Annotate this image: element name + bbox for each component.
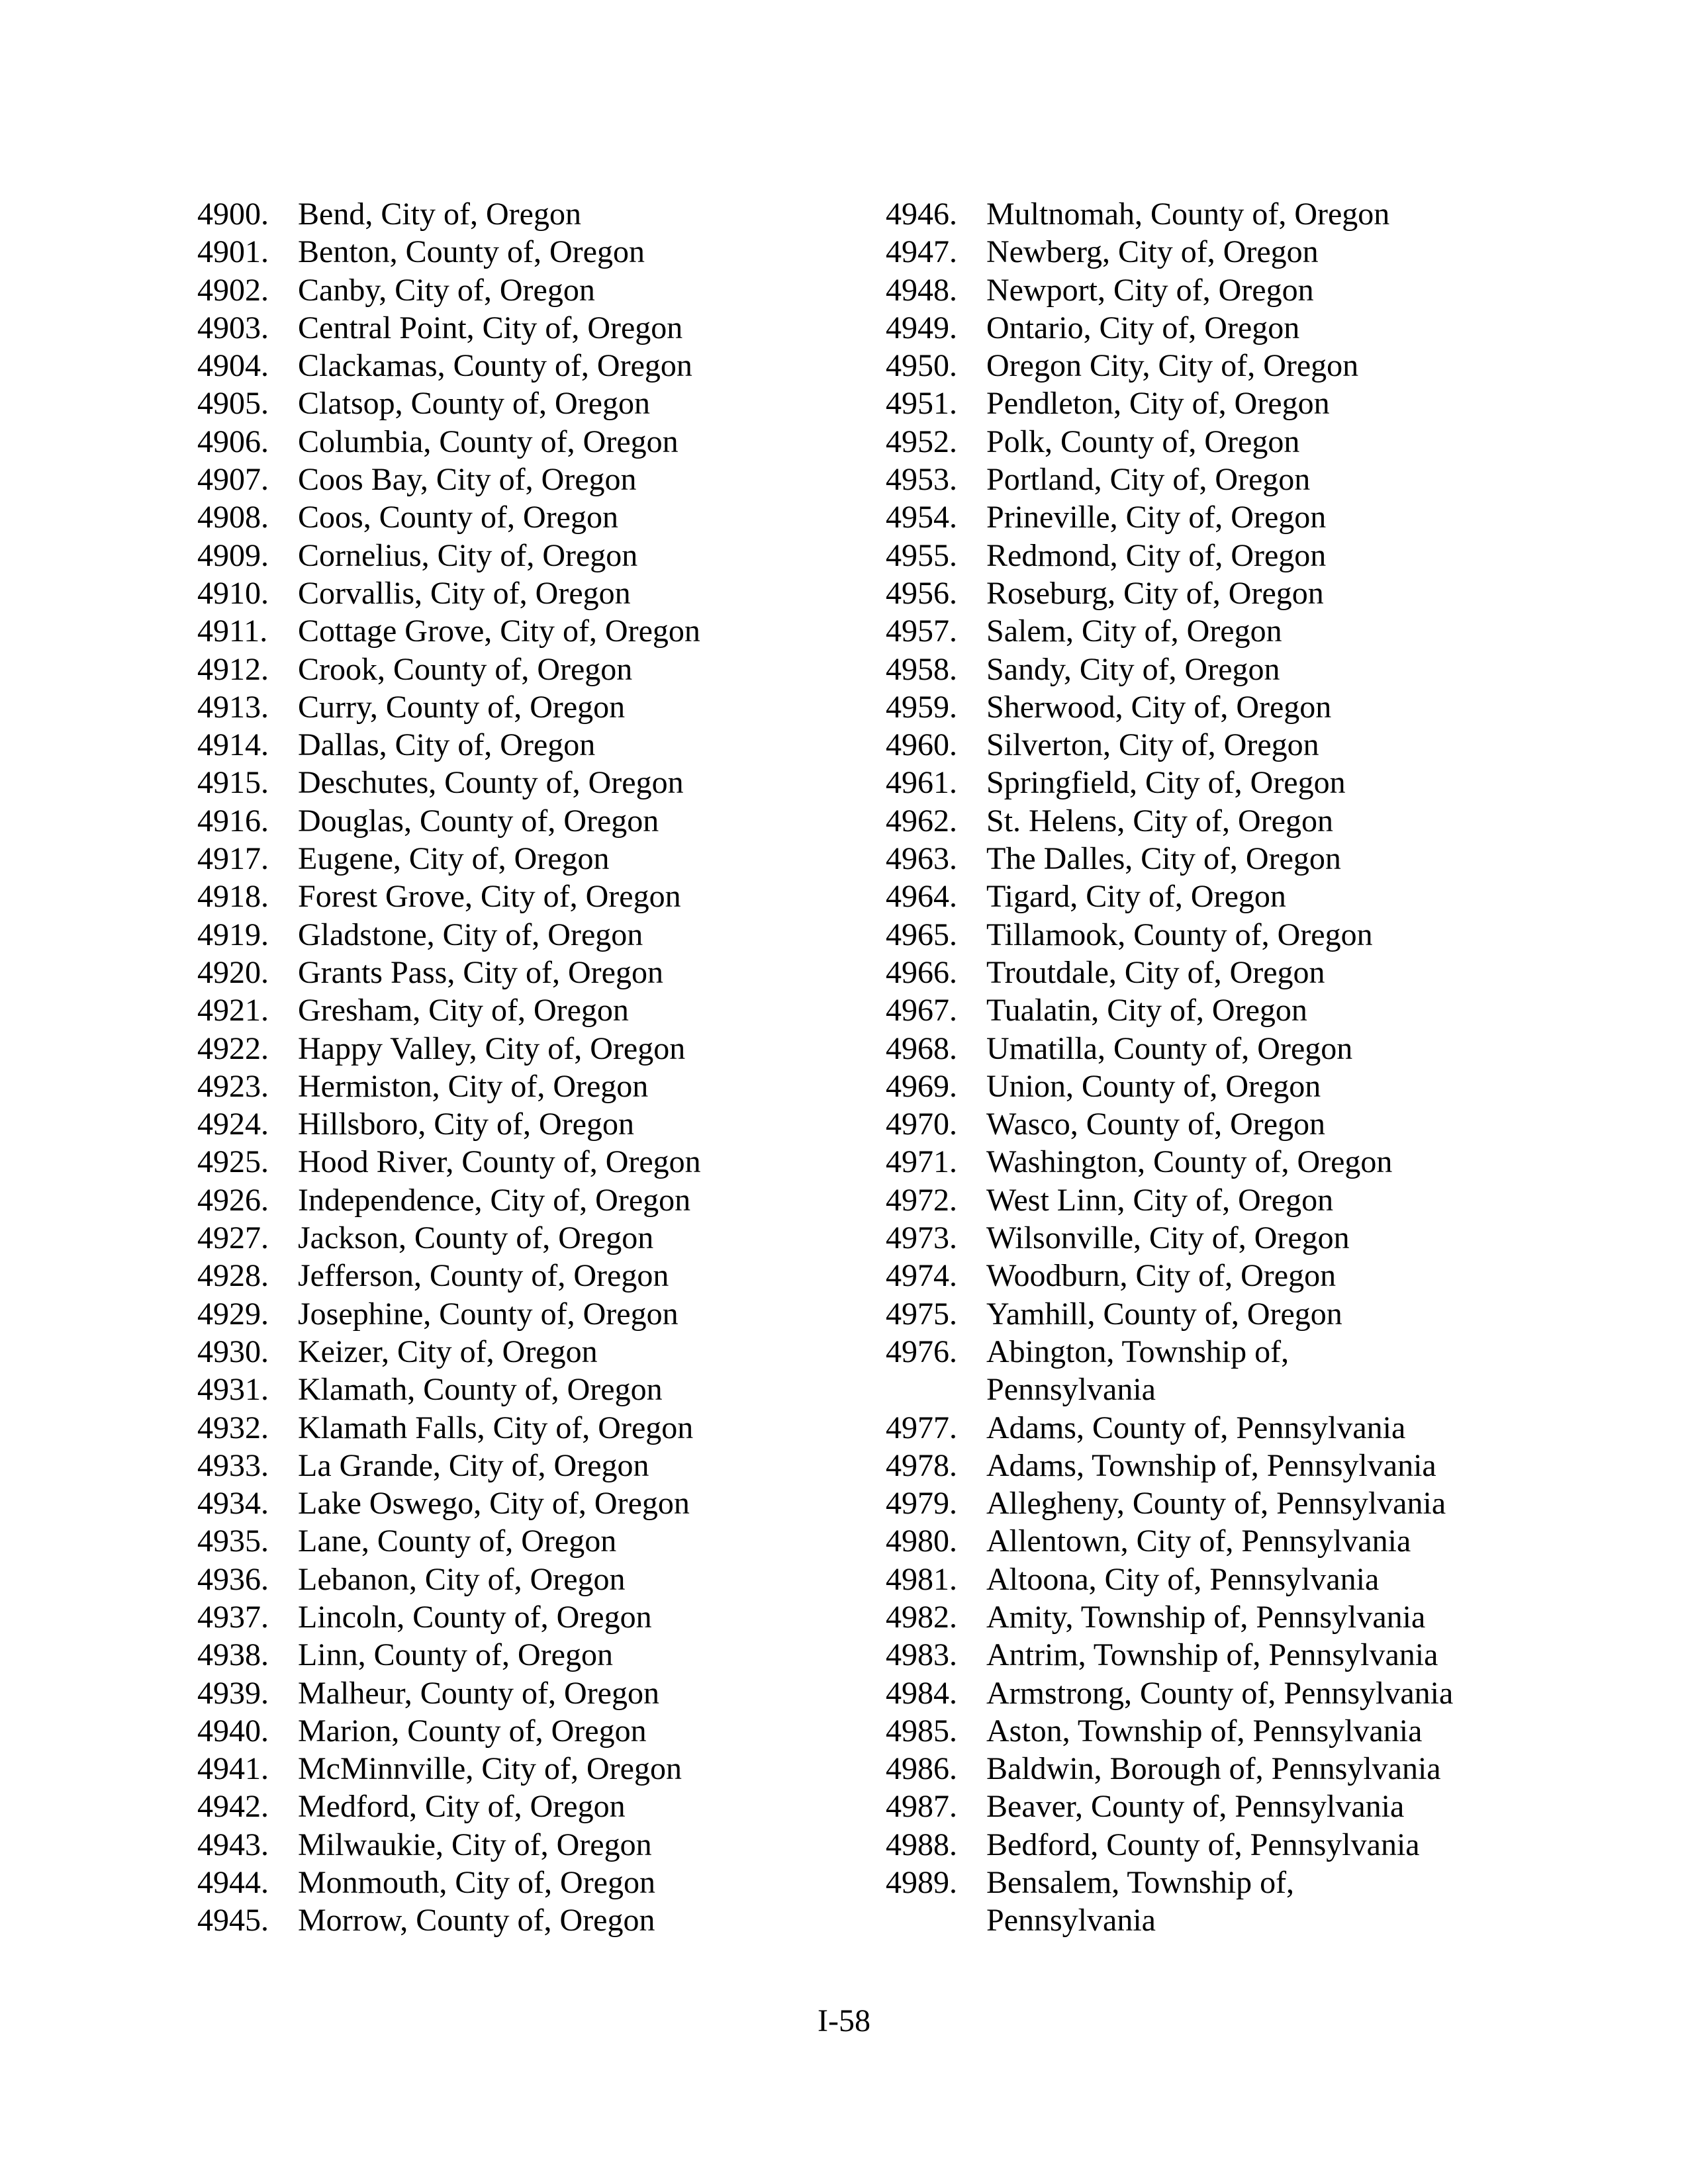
- list-item: [886, 1561, 1574, 1598]
- entry-number: 4901.: [197, 234, 269, 270]
- entry-number: 4987.: [886, 1789, 957, 1825]
- entry-name: Clackamas, County of, Oregon: [298, 348, 692, 384]
- list-item: [886, 1257, 1574, 1295]
- entry-name: Portland, City of, Oregon: [986, 462, 1311, 498]
- entry-name: Allegheny, County of, Pennsylvania: [986, 1486, 1446, 1522]
- entry-name: Multnomah, County of, Oregon: [986, 197, 1390, 232]
- entry-name: Douglas, County of, Oregon: [298, 803, 659, 839]
- entry-name: Milwaukie, City of, Oregon: [298, 1827, 652, 1862]
- list-item: [886, 878, 1574, 915]
- entry-name: Cottage Grove, City of, Oregon: [298, 614, 700, 649]
- entry-number: 4935.: [197, 1524, 269, 1559]
- entry-name: Sherwood, City of, Oregon: [986, 689, 1332, 725]
- entry-number: 4965.: [886, 917, 957, 952]
- entry-number: 4963.: [886, 841, 957, 877]
- list-item: [886, 1333, 1574, 1409]
- entry-name: Forest Grove, City of, Oregon: [298, 879, 681, 915]
- entry-name: Wasco, County of, Oregon: [986, 1107, 1326, 1142]
- list-item: [886, 423, 1574, 461]
- list-item: [197, 1409, 886, 1447]
- list-item: [886, 1864, 1574, 1940]
- entry-number: 4958.: [886, 651, 957, 687]
- entry-name: Roseburg, City of, Oregon: [986, 575, 1324, 611]
- entry-number: 4939.: [197, 1675, 269, 1711]
- page-number: I-58: [818, 2003, 870, 2038]
- list-item: [886, 954, 1574, 991]
- list-item: [886, 1484, 1574, 1522]
- entry-name: Klamath Falls, City of, Oregon: [298, 1410, 694, 1445]
- entry-number: 4926.: [197, 1182, 269, 1218]
- entry-number: 4942.: [197, 1789, 269, 1825]
- entry-number: 4976.: [886, 1334, 957, 1369]
- list-item: [197, 1674, 886, 1712]
- entry-number: 4920.: [197, 954, 269, 990]
- list-item: [886, 1105, 1574, 1143]
- list-item: [197, 233, 886, 271]
- list-item: [197, 1712, 886, 1750]
- list-item: [886, 1447, 1574, 1484]
- entry-name: Coos Bay, City of, Oregon: [298, 462, 637, 498]
- entry-number: 4983.: [886, 1637, 957, 1673]
- list-item: [886, 498, 1574, 536]
- entry-number: 4973.: [886, 1220, 957, 1256]
- list-item: [197, 1181, 886, 1219]
- entry-name: Clatsop, County of, Oregon: [298, 386, 650, 422]
- entry-number: 4907.: [197, 462, 269, 498]
- entry-number: 4936.: [197, 1561, 269, 1597]
- entry-name: Beaver, County of, Pennsylvania: [986, 1789, 1405, 1825]
- entry-number: 4979.: [886, 1486, 957, 1522]
- entry-number: 4966.: [886, 954, 957, 990]
- entry-name: Gladstone, City of, Oregon: [298, 917, 643, 952]
- entry-name: Bend, City of, Oregon: [298, 197, 581, 232]
- list-item: [197, 1030, 886, 1068]
- list-item: [197, 764, 886, 801]
- entry-number: 4967.: [886, 993, 957, 1028]
- entry-number: 4984.: [886, 1675, 957, 1711]
- entry-name: Gresham, City of, Oregon: [298, 993, 629, 1028]
- entry-number: 4954.: [886, 500, 957, 535]
- entry-name: Salem, City of, Oregon: [986, 614, 1282, 649]
- entry-name: Josephine, County of, Oregon: [298, 1296, 679, 1332]
- entry-number: 4931.: [197, 1372, 269, 1408]
- entry-name: Union, County of, Oregon: [986, 1068, 1321, 1104]
- entry-number: 4921.: [197, 993, 269, 1028]
- entry-name: Lake Oswego, City of, Oregon: [298, 1486, 690, 1522]
- list-item: [197, 1864, 886, 1901]
- entry-number: 4953.: [886, 462, 957, 498]
- entry-name: Medford, City of, Oregon: [298, 1789, 626, 1825]
- entry-name: Lane, County of, Oregon: [298, 1524, 617, 1559]
- entry-number: 4961.: [886, 765, 957, 801]
- entry-name: Keizer, City of, Oregon: [298, 1334, 598, 1369]
- list-item: [886, 461, 1574, 498]
- entry-number: 4985.: [886, 1713, 957, 1749]
- list-item: [197, 537, 886, 574]
- list-item: [886, 1522, 1574, 1560]
- entry-number: 4933.: [197, 1447, 269, 1483]
- entry-name: Redmond, City of, Oregon: [986, 537, 1327, 573]
- list-item: [197, 1636, 886, 1674]
- list-item: [886, 916, 1574, 954]
- list-item: [886, 1219, 1574, 1257]
- list-item: [197, 612, 886, 650]
- list-item: [197, 1750, 886, 1788]
- list-item: [886, 195, 1574, 233]
- list-item: [197, 954, 886, 991]
- list-item: [197, 802, 886, 840]
- list-item: [886, 1181, 1574, 1219]
- entry-number: 4975.: [886, 1296, 957, 1332]
- entry-name: Happy Valley, City of, Oregon: [298, 1030, 686, 1066]
- entry-name: Crook, County of, Oregon: [298, 651, 633, 687]
- list-item: [197, 1901, 886, 1939]
- list-item: [886, 1068, 1574, 1105]
- entry-number: 4922.: [197, 1030, 269, 1066]
- entry-name: Klamath, County of, Oregon: [298, 1372, 663, 1408]
- entry-number: 4947.: [886, 234, 957, 270]
- entry-number: 4938.: [197, 1637, 269, 1673]
- entry-number: 4980.: [886, 1524, 957, 1559]
- entry-number: 4949.: [886, 310, 957, 345]
- entry-number: 4948.: [886, 272, 957, 308]
- list-item: [197, 1295, 886, 1333]
- entry-number: 4959.: [886, 689, 957, 725]
- entry-name: Lincoln, County of, Oregon: [298, 1599, 652, 1635]
- entry-name: Jackson, County of, Oregon: [298, 1220, 654, 1256]
- list-item: [886, 1295, 1574, 1333]
- entry-name: Tualatin, City of, Oregon: [986, 993, 1307, 1028]
- entry-name: Linn, County of, Oregon: [298, 1637, 613, 1673]
- entry-name: St. Helens, City of, Oregon: [986, 803, 1333, 839]
- entry-number: 4908.: [197, 500, 269, 535]
- list-item: [886, 688, 1574, 726]
- list-item: [197, 195, 886, 233]
- entry-number: 4969.: [886, 1068, 957, 1104]
- list-item: [886, 385, 1574, 422]
- entry-name: Hillsboro, City of, Oregon: [298, 1107, 634, 1142]
- list-item: [886, 840, 1574, 878]
- entry-name: Newport, City of, Oregon: [986, 272, 1314, 308]
- entry-number: 4905.: [197, 386, 269, 422]
- entry-name: Morrow, County of, Oregon: [298, 1903, 655, 1938]
- list-item: [886, 764, 1574, 801]
- list-item: [197, 1788, 886, 1825]
- entry-number: 4916.: [197, 803, 269, 839]
- entry-number: 4904.: [197, 348, 269, 384]
- entry-number: 4945.: [197, 1903, 269, 1938]
- list-item: [197, 1105, 886, 1143]
- entry-name: Dallas, City of, Oregon: [298, 727, 596, 763]
- list-item: [886, 1826, 1574, 1864]
- entry-number: 4932.: [197, 1410, 269, 1445]
- list-item: [886, 991, 1574, 1029]
- entry-name: Bedford, County of, Pennsylvania: [986, 1827, 1420, 1862]
- list-item: [197, 271, 886, 309]
- list-item: [197, 498, 886, 536]
- entry-name: Woodburn, City of, Oregon: [986, 1258, 1336, 1294]
- list-item: [886, 233, 1574, 271]
- entry-number: 4988.: [886, 1827, 957, 1862]
- list-item: [886, 1598, 1574, 1636]
- entry-number: 4944.: [197, 1865, 269, 1901]
- entry-name: Curry, County of, Oregon: [298, 689, 626, 725]
- entry-name: Abington, Township of, Pennsylvania: [986, 1334, 1289, 1408]
- entry-name: Benton, County of, Oregon: [298, 234, 645, 270]
- entry-name: Wilsonville, City of, Oregon: [986, 1220, 1350, 1256]
- list-item: [197, 651, 886, 688]
- entry-number: 4913.: [197, 689, 269, 725]
- entry-number: 4974.: [886, 1258, 957, 1294]
- list-item: [197, 1598, 886, 1636]
- entry-number: 4950.: [886, 348, 957, 384]
- entry-name: Bensalem, Township of, Pennsylvania: [986, 1865, 1295, 1938]
- entry-number: 4982.: [886, 1599, 957, 1635]
- entry-name: The Dalles, City of, Oregon: [986, 841, 1341, 877]
- list-item: [197, 1371, 886, 1408]
- entry-number: 4928.: [197, 1258, 269, 1294]
- entry-number: 4923.: [197, 1068, 269, 1104]
- entry-number: 4951.: [886, 386, 957, 422]
- entry-name: Hermiston, City of, Oregon: [298, 1068, 649, 1104]
- entry-name: Prineville, City of, Oregon: [986, 500, 1327, 535]
- entry-name: Marion, County of, Oregon: [298, 1713, 647, 1749]
- list-item: [886, 651, 1574, 688]
- entry-name: Central Point, City of, Oregon: [298, 310, 683, 345]
- entry-number: 4960.: [886, 727, 957, 763]
- entry-name: Lebanon, City of, Oregon: [298, 1561, 626, 1597]
- entry-number: 4917.: [197, 841, 269, 877]
- list-item: [886, 1750, 1574, 1788]
- entry-number: 4909.: [197, 537, 269, 573]
- entry-number: 4981.: [886, 1561, 957, 1597]
- entry-name: Jefferson, County of, Oregon: [298, 1258, 669, 1294]
- entry-name: Troutdale, City of, Oregon: [986, 954, 1325, 990]
- entry-name: Monmouth, City of, Oregon: [298, 1865, 655, 1901]
- list-item: [886, 1636, 1574, 1674]
- entry-name: Tillamook, County of, Oregon: [986, 917, 1373, 952]
- list-item: [197, 1561, 886, 1598]
- list-item: [197, 688, 886, 726]
- entry-name: Sandy, City of, Oregon: [986, 651, 1280, 687]
- list-item: [197, 991, 886, 1029]
- entry-number: 4934.: [197, 1486, 269, 1522]
- entry-number: 4964.: [886, 879, 957, 915]
- list-item: [886, 309, 1574, 347]
- entry-name: Allentown, City of, Pennsylvania: [986, 1524, 1411, 1559]
- entry-number: 4978.: [886, 1447, 957, 1483]
- entry-name: Hood River, County of, Oregon: [298, 1144, 701, 1180]
- entry-name: Tigard, City of, Oregon: [986, 879, 1286, 915]
- entry-number: 4971.: [886, 1144, 957, 1180]
- list-item: [197, 385, 886, 422]
- entry-name: Cornelius, City of, Oregon: [298, 537, 638, 573]
- entry-number: 4986.: [886, 1751, 957, 1787]
- entry-name: Aston, Township of, Pennsylvania: [986, 1713, 1423, 1749]
- list-item: [886, 271, 1574, 309]
- list-item: [197, 1447, 886, 1484]
- entry-name: Oregon City, City of, Oregon: [986, 348, 1359, 384]
- entry-name: Springfield, City of, Oregon: [986, 765, 1346, 801]
- entry-number: 4952.: [886, 424, 957, 459]
- entry-name: Yamhill, County of, Oregon: [986, 1296, 1342, 1332]
- entry-name: Adams, Township of, Pennsylvania: [986, 1447, 1436, 1483]
- entry-name: Antrim, Township of, Pennsylvania: [986, 1637, 1438, 1673]
- entry-name: Malheur, County of, Oregon: [298, 1675, 659, 1711]
- entry-name: Independence, City of, Oregon: [298, 1182, 691, 1218]
- list-item: [197, 878, 886, 915]
- entry-name: Altoona, City of, Pennsylvania: [986, 1561, 1380, 1597]
- entry-name: Adams, County of, Pennsylvania: [986, 1410, 1406, 1445]
- entry-name: Pendleton, City of, Oregon: [986, 386, 1330, 422]
- entry-number: 4900.: [197, 197, 269, 232]
- entry-number: 4937.: [197, 1599, 269, 1635]
- entry-name: Deschutes, County of, Oregon: [298, 765, 684, 801]
- list-item: [197, 347, 886, 385]
- left-column: [197, 195, 886, 1940]
- right-column: [886, 195, 1574, 1940]
- entry-number: 4956.: [886, 575, 957, 611]
- entry-name: Amity, Township of, Pennsylvania: [986, 1599, 1426, 1635]
- entry-number: 4912.: [197, 651, 269, 687]
- list-item: [197, 1143, 886, 1181]
- list-item: [197, 726, 886, 764]
- entry-number: 4903.: [197, 310, 269, 345]
- list-item: [197, 461, 886, 498]
- list-item: [886, 574, 1574, 612]
- entry-name: Columbia, County of, Oregon: [298, 424, 679, 459]
- list-item: [197, 1068, 886, 1105]
- entry-name: Canby, City of, Oregon: [298, 272, 595, 308]
- entry-name: Washington, County of, Oregon: [986, 1144, 1393, 1180]
- entry-name: Umatilla, County of, Oregon: [986, 1030, 1353, 1066]
- entry-name: Ontario, City of, Oregon: [986, 310, 1300, 345]
- entry-name: Silverton, City of, Oregon: [986, 727, 1319, 763]
- entry-number: 4946.: [886, 197, 957, 232]
- list-item: [197, 1257, 886, 1295]
- list-item: [886, 1674, 1574, 1712]
- entry-name: Polk, County of, Oregon: [986, 424, 1300, 459]
- list-item: [197, 574, 886, 612]
- entry-number: 4970.: [886, 1107, 957, 1142]
- entry-number: 4927.: [197, 1220, 269, 1256]
- list-item: [197, 309, 886, 347]
- entry-number: 4915.: [197, 765, 269, 801]
- entry-number: 4941.: [197, 1751, 269, 1787]
- entry-name: Corvallis, City of, Oregon: [298, 575, 631, 611]
- entry-name: Eugene, City of, Oregon: [298, 841, 610, 877]
- entry-number: 4940.: [197, 1713, 269, 1749]
- entry-name: Baldwin, Borough of, Pennsylvania: [986, 1751, 1441, 1787]
- entry-number: 4919.: [197, 917, 269, 952]
- list-item: [197, 1484, 886, 1522]
- list-item: [197, 1522, 886, 1560]
- list-item: [886, 537, 1574, 574]
- list-item: [886, 1030, 1574, 1068]
- entry-name: Grants Pass, City of, Oregon: [298, 954, 663, 990]
- list-item: [886, 1143, 1574, 1181]
- entry-name: Armstrong, County of, Pennsylvania: [986, 1675, 1454, 1711]
- entry-name: Coos, County of, Oregon: [298, 500, 618, 535]
- list-item: [197, 1333, 886, 1371]
- entry-name: Newberg, City of, Oregon: [986, 234, 1319, 270]
- entry-number: 4929.: [197, 1296, 269, 1332]
- list-item: [197, 423, 886, 461]
- entry-number: 4918.: [197, 879, 269, 915]
- entry-name: La Grande, City of, Oregon: [298, 1447, 649, 1483]
- entry-number: 4957.: [886, 614, 957, 649]
- list-item: [886, 1409, 1574, 1447]
- entry-number: 4906.: [197, 424, 269, 459]
- entry-name: McMinnville, City of, Oregon: [298, 1751, 682, 1787]
- entry-number: 4910.: [197, 575, 269, 611]
- list-item: [886, 347, 1574, 385]
- entry-number: 4989.: [886, 1865, 957, 1901]
- entry-number: 4943.: [197, 1827, 269, 1862]
- list-item: [886, 612, 1574, 650]
- entry-number: 4955.: [886, 537, 957, 573]
- entry-number: 4914.: [197, 727, 269, 763]
- list-item: [886, 1712, 1574, 1750]
- list-item: [886, 726, 1574, 764]
- list-item: [886, 1788, 1574, 1825]
- entry-number: 4911.: [197, 614, 268, 649]
- list-item: [197, 1826, 886, 1864]
- list-item: [197, 840, 886, 878]
- entry-number: 4930.: [197, 1334, 269, 1369]
- entry-number: 4977.: [886, 1410, 957, 1445]
- entry-name: West Linn, City of, Oregon: [986, 1182, 1334, 1218]
- entry-number: 4968.: [886, 1030, 957, 1066]
- list-item: [886, 802, 1574, 840]
- entry-number: 4962.: [886, 803, 957, 839]
- entry-number: 4925.: [197, 1144, 269, 1180]
- list-item: [197, 1219, 886, 1257]
- list-item: [197, 916, 886, 954]
- entry-number: 4972.: [886, 1182, 957, 1218]
- entry-number: 4902.: [197, 272, 269, 308]
- entry-number: 4924.: [197, 1107, 269, 1142]
